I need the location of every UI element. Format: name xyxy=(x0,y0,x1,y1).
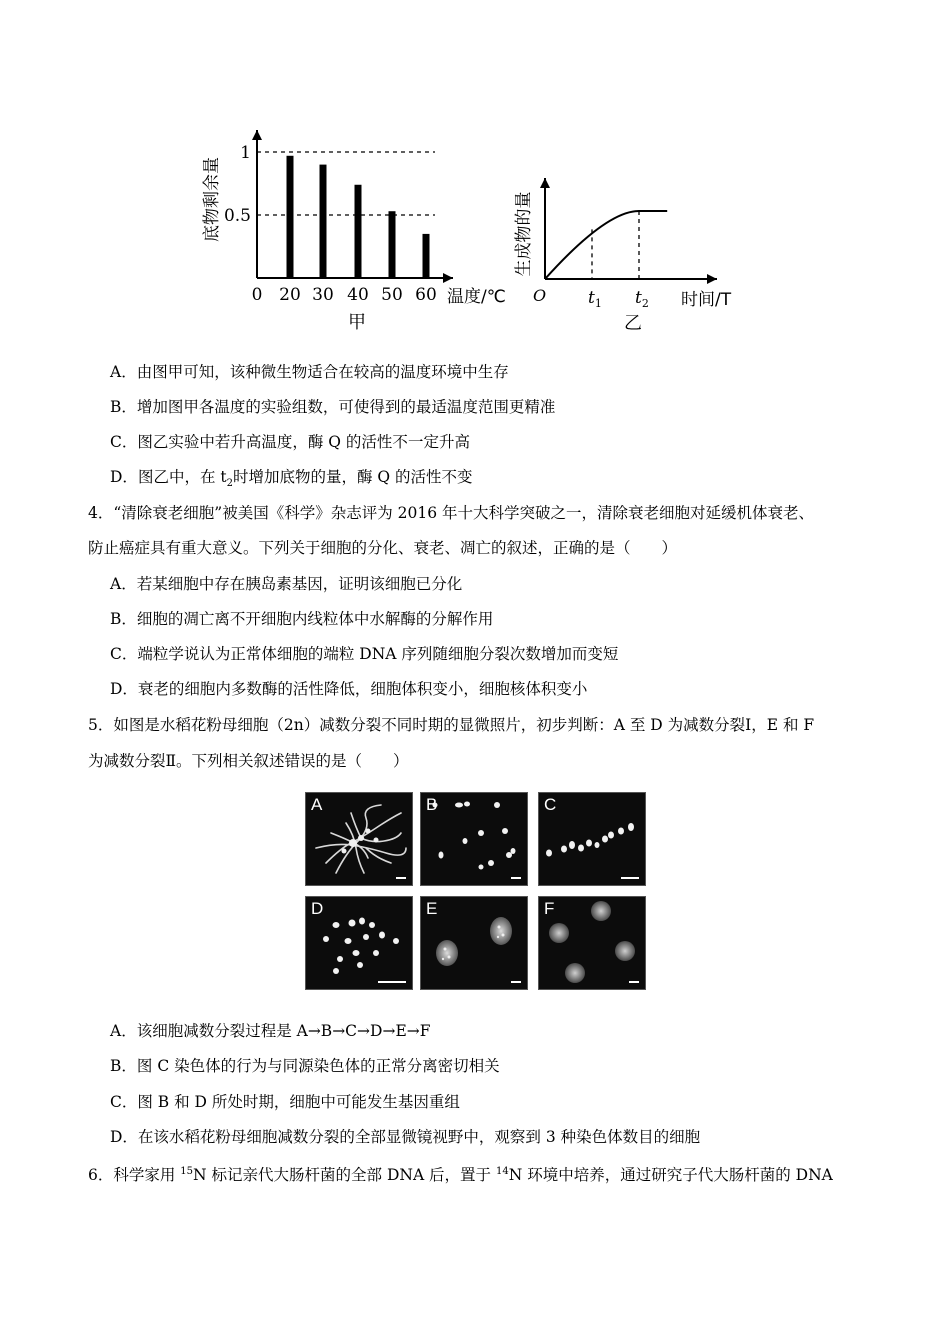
panel-label: A xyxy=(311,795,323,814)
panel-label: F xyxy=(544,899,555,918)
scale-bar xyxy=(511,877,521,879)
x-axis-label: 温度/℃ xyxy=(447,287,506,307)
x-tick-label: 0 xyxy=(251,285,263,305)
q4-option-c: C．端粒学说认为正常体细胞的端粒 DNA 序列随细胞分裂次数增加而变短 xyxy=(110,645,619,663)
q5-option-d: D．在该水稻花粉母细胞减数分裂的全部显微镜视野中，观察到 3 种染色体数目的细胞 xyxy=(110,1128,701,1146)
bar-20 xyxy=(287,156,294,278)
micrograph-c xyxy=(538,792,646,886)
q4-option-b: B．细胞的凋亡离不开细胞内线粒体中水解酶的分解作用 xyxy=(110,610,494,628)
q6-stem-line1: 6．科学家用 $^{15}$N 标记亲代大肠杆菌的全部 DNA 后，置于 $^{14}$N 环境中培养，通过研究子代大肠杆菌的 DNA xyxy=(88,1166,833,1185)
x-axis-arrow xyxy=(443,273,453,283)
q4-stem-line1: 4．“清除衰老细胞”被美国《科学》杂志评为 2016 年十大科学突破之一，清除衰老细胞对延缓机体衰老、 xyxy=(88,504,815,522)
q5-option-a: A．该细胞减数分裂过程是 A→B→C→D→E→F xyxy=(110,1022,431,1040)
scale-bar xyxy=(511,981,521,983)
chart-title: 甲 xyxy=(348,312,366,333)
bar-60 xyxy=(423,234,430,278)
panel-label: C xyxy=(544,795,557,814)
q4-option-a: A．若某细胞中存在胰岛素基因，证明该细胞已分化 xyxy=(110,575,463,593)
q3-option-c: C．图乙实验中若升高温度，酶 Q 的活性不一定升高 xyxy=(110,433,470,451)
panel-label: B xyxy=(426,795,438,814)
y-axis-label: 生成物的量 xyxy=(514,191,534,277)
q4-option-d: D．衰老的细胞内多数酶的活性降低，细胞体积变小，细胞核体积变小 xyxy=(110,680,588,698)
y-axis-arrow xyxy=(252,130,262,140)
x-tick-label: 60 xyxy=(415,285,437,305)
chart-yi xyxy=(505,150,765,335)
x-axis-arrow xyxy=(707,274,717,284)
chart-jia xyxy=(195,120,530,335)
bar-30 xyxy=(320,165,327,278)
x-axis-label: 时间/T xyxy=(681,290,732,310)
micrograph-d xyxy=(305,896,413,990)
scale-bar xyxy=(378,981,406,983)
y-axis-arrow xyxy=(540,178,550,188)
panel-label: D xyxy=(311,899,324,918)
micrograph-f xyxy=(538,896,646,990)
q3-option-d: D．图乙中，在 $t_2$时增加底物的量，酶 Q 的活性不变 xyxy=(110,468,473,490)
bar-40 xyxy=(355,185,362,278)
q5-option-c: C．图 B 和 D 所处时期，细胞中可能发生基因重组 xyxy=(110,1093,460,1111)
scale-bar xyxy=(629,981,639,983)
x-tick-label: $t_2$ xyxy=(635,288,649,310)
y-axis-label: 底物剩余量 xyxy=(202,157,222,242)
x-tick-label: $t_1$ xyxy=(588,288,602,310)
y-tick-label: 1 xyxy=(240,143,251,163)
q3-option-b: B．增加图甲各温度的实验组数，可使得到的最适温度范围更精准 xyxy=(110,398,556,416)
series-line xyxy=(545,211,667,279)
x-tick-label: 50 xyxy=(381,285,403,305)
q5-stem-line2: 为减数分裂Ⅱ。下列相关叙述错误的是（ ） xyxy=(88,752,409,770)
micrograph-b xyxy=(420,792,528,886)
q5-option-b: B．图 C 染色体的行为与同源染色体的正常分离密切相关 xyxy=(110,1057,500,1075)
q3-option-a: A．由图甲可知，该种微生物适合在较高的温度环境中生存 xyxy=(110,363,509,381)
q4-stem-line2: 防止癌症具有重大意义。下列关于细胞的分化、衰老、凋亡的叙述，正确的是（ ） xyxy=(88,539,678,557)
x-tick-label: 40 xyxy=(347,285,369,305)
q5-stem-line1: 5．如图是水稻花粉母细胞（2n）减数分裂不同时期的显微照片，初步判断：A 至 D 为减数分裂Ⅰ，E 和 F xyxy=(88,716,815,734)
chart-title: 乙 xyxy=(624,313,642,334)
micrograph-a xyxy=(305,792,413,886)
x-tick-label: 20 xyxy=(279,285,301,305)
panel-label: E xyxy=(426,899,438,918)
scale-bar xyxy=(621,877,639,879)
y-tick-label: 0.5 xyxy=(223,206,251,226)
tetrad-nuclei xyxy=(539,897,645,989)
scale-bar xyxy=(396,877,406,879)
bar-50 xyxy=(389,211,396,278)
origin-label: O xyxy=(533,286,547,305)
x-tick-label: 30 xyxy=(312,285,334,305)
micrograph-e xyxy=(420,896,528,990)
